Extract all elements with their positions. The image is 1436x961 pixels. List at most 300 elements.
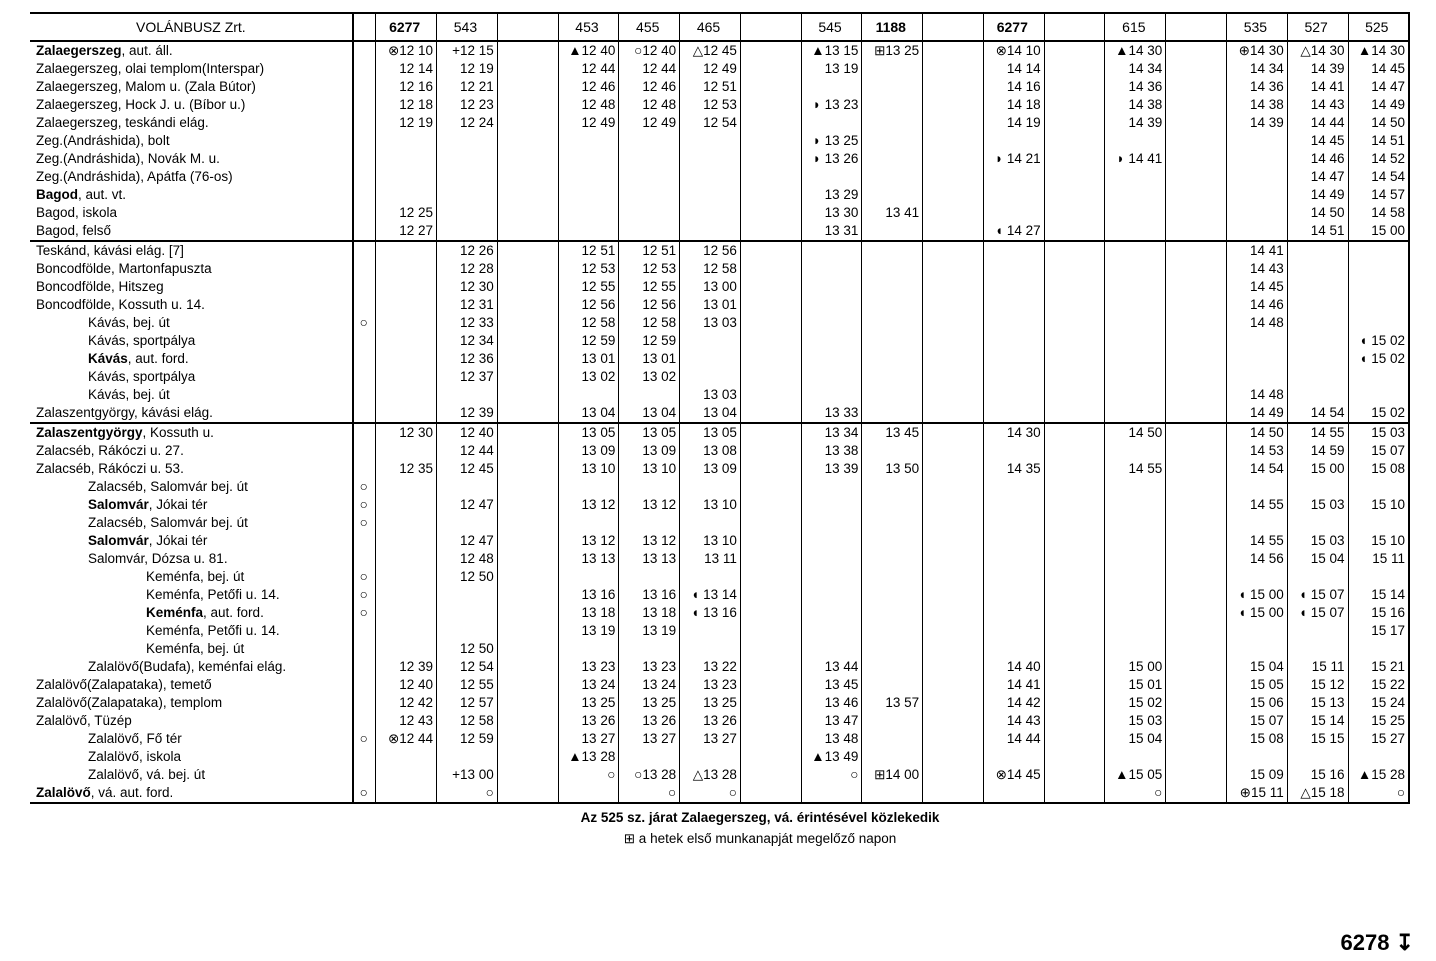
time-value: 13 38 [824,443,859,458]
stop-name-suffix: , vá. aut. ford. [90,785,174,800]
time-cell [1044,532,1105,550]
table-row [30,404,1409,423]
time-cell [923,314,984,332]
time-cell [801,712,862,730]
time-value: 12 26 [460,243,494,258]
time-cell [680,114,741,132]
time-cell [1166,132,1227,150]
time-cell [376,60,437,78]
time-value: 14 16 [1006,79,1041,94]
time-cell [497,640,558,658]
time-cell [740,423,801,442]
time-value: 12 24 [460,115,494,130]
time-cell [1227,278,1288,296]
time-cell [1227,186,1288,204]
time-cell [558,114,619,132]
time-cell [862,676,923,694]
stop-name [30,460,353,478]
time-cell [1227,60,1288,78]
time-cell [983,368,1044,386]
time-cell [619,604,680,622]
stop-name [30,550,353,568]
time-cell [437,640,498,658]
table-row [30,241,1409,260]
stop-name-main: Kávás, sportpálya [88,369,196,384]
stop-name [30,730,353,748]
time-cell [740,78,801,96]
time-value: 12 30 [460,279,494,294]
time-cell [1227,350,1288,368]
time-value: ⊞14 00 [874,767,920,782]
time-cell [983,204,1044,222]
time-value: 12 34 [460,333,494,348]
time-cell [1227,604,1288,622]
time-value: 13 19 [642,623,677,638]
time-value: 12 55 [642,279,677,294]
time-cell [1227,260,1288,278]
time-value: ○ [667,785,677,800]
time-value: ◖ 13 16 [691,605,737,620]
time-cell [558,350,619,368]
time-cell [740,442,801,460]
time-value: 14 59 [1310,443,1345,458]
time-cell [1348,442,1409,460]
time-cell [437,748,498,766]
time-value: ○ [485,785,494,800]
time-cell [619,96,680,114]
stop-name-main: Zalalövő, vá. bej. út [88,767,206,782]
stop-name [30,204,353,222]
time-cell [1105,604,1166,622]
time-value: 13 10 [581,461,616,476]
time-cell [862,568,923,586]
time-cell [497,96,558,114]
time-value: 15 12 [1310,677,1345,692]
table-row [30,568,1409,586]
time-value: 14 36 [1249,79,1284,94]
time-cell [680,78,741,96]
time-cell [740,41,801,60]
stop-marker [353,204,374,222]
train-number: 535 [1227,13,1288,41]
time-cell [1166,784,1227,803]
time-value: 12 53 [581,261,616,276]
time-cell [558,60,619,78]
time-cell [1044,622,1105,640]
time-cell [1348,386,1409,404]
stop-name-suffix: , aut. ford. [203,605,264,620]
time-value: 14 55 [1249,497,1284,512]
time-cell [983,423,1044,442]
time-cell [680,386,741,404]
time-cell [497,404,558,423]
time-cell [983,586,1044,604]
time-cell [923,404,984,423]
time-cell [376,496,437,514]
stop-name [30,60,353,78]
time-cell [1227,132,1288,150]
time-cell [923,694,984,712]
time-cell [1166,204,1227,222]
time-value: 14 42 [1006,695,1041,710]
time-value: 13 13 [642,551,677,566]
time-cell [1287,222,1348,241]
operator-name: VOLÁNBUSZ Zrt. [30,13,353,41]
time-cell [740,368,801,386]
time-cell [558,168,619,186]
time-cell [923,460,984,478]
table-row [30,186,1409,204]
time-value: 13 19 [581,623,616,638]
stop-name [30,712,353,730]
time-cell [497,150,558,168]
time-cell [983,478,1044,496]
time-cell [1348,96,1409,114]
footnote-holiday: ⊞ a hetek első munkanapját megelőző napon [623,831,897,846]
time-value: 15 00 [1310,461,1345,476]
time-cell [1166,622,1227,640]
time-value: 12 33 [460,315,494,330]
time-cell [862,622,923,640]
time-cell [801,423,862,442]
time-cell [437,78,498,96]
stop-marker [353,676,374,694]
time-cell [376,132,437,150]
time-cell [437,278,498,296]
time-cell [862,332,923,350]
time-cell [801,676,862,694]
stop-name-main: Salomvár [88,533,149,548]
time-cell [740,60,801,78]
time-cell [1348,478,1409,496]
time-cell [801,114,862,132]
time-value: 12 39 [460,405,494,420]
time-cell [1105,278,1166,296]
time-value: 14 49 [1249,405,1284,420]
time-value: 13 29 [824,187,859,202]
time-cell [1105,658,1166,676]
stop-marker [353,442,374,460]
time-value: ◗ 14 41 [1116,151,1163,166]
time-value: 12 40 [460,425,494,440]
time-cell [862,784,923,803]
table-row [30,730,1409,748]
time-cell [619,332,680,350]
time-cell [740,622,801,640]
time-value: 14 54 [1249,461,1284,476]
time-cell [1348,60,1409,78]
time-cell [376,640,437,658]
time-value: 12 58 [581,315,616,330]
time-cell [1166,730,1227,748]
time-value: 13 26 [703,713,737,728]
time-value: 14 48 [1249,387,1284,402]
time-value: 13 12 [581,497,616,512]
time-cell [1166,386,1227,404]
time-cell [437,132,498,150]
time-value: ⊗12 10 [387,43,434,58]
stop-name-main: Kávás [88,351,128,366]
stop-marker [353,640,374,658]
time-cell [1348,604,1409,622]
time-cell [983,604,1044,622]
time-value: △12 45 [692,43,737,58]
stop-name-main: Zalalövő(Budafa), keménfai elág. [88,659,287,674]
time-cell [497,386,558,404]
time-cell [437,332,498,350]
stop-marker: ○ [359,587,368,602]
time-cell [740,640,801,658]
time-cell [1044,204,1105,222]
time-value: 15 09 [1249,767,1284,782]
time-cell [1287,640,1348,658]
time-cell [437,694,498,712]
time-value: 15 04 [1249,659,1284,674]
stop-name [30,568,353,586]
time-value: 12 16 [399,79,434,94]
time-value: 13 23 [581,659,616,674]
time-cell [1166,712,1227,730]
time-value: 13 26 [581,713,616,728]
train-number: 453 [558,13,619,41]
stop-name [30,96,353,114]
time-cell [1044,442,1105,460]
time-cell [376,784,437,803]
time-cell [376,150,437,168]
stop-name-main: Zalaegerszeg, Malom u. (Zala Bútor) [36,79,256,94]
time-cell [983,60,1044,78]
time-cell [680,658,741,676]
time-cell [1166,676,1227,694]
time-cell [558,332,619,350]
time-cell [1044,496,1105,514]
time-value: 14 52 [1371,151,1405,166]
time-cell [497,784,558,803]
time-cell [983,550,1044,568]
time-cell [1044,168,1105,186]
time-cell [740,96,801,114]
time-cell [801,622,862,640]
time-cell [1166,350,1227,368]
time-value: 12 58 [642,315,677,330]
time-cell [437,784,498,803]
time-cell [1105,368,1166,386]
time-value: 14 49 [1310,187,1345,202]
time-cell [1348,784,1409,803]
time-value: ◗ 13 26 [812,151,859,166]
time-value: 13 10 [642,461,677,476]
time-cell [558,604,619,622]
table-row [30,712,1409,730]
time-cell [1105,404,1166,423]
time-cell [1044,314,1105,332]
stop-name-suffix: , Jókai tér [148,533,208,548]
time-cell [680,460,741,478]
time-cell [1348,222,1409,241]
time-cell [1287,604,1348,622]
time-cell [497,730,558,748]
time-cell [619,442,680,460]
time-cell [680,496,741,514]
time-cell [619,78,680,96]
stop-name [30,222,353,241]
time-cell [558,78,619,96]
time-cell [1287,168,1348,186]
time-cell [1227,96,1288,114]
time-cell [497,550,558,568]
time-cell [923,132,984,150]
time-cell [558,460,619,478]
time-cell [1287,78,1348,96]
time-value: 13 02 [642,369,677,384]
time-cell [376,332,437,350]
time-cell [558,386,619,404]
time-value: 12 50 [460,641,494,656]
stop-marker: ○ [359,497,368,512]
time-cell [1348,748,1409,766]
time-cell [1044,658,1105,676]
time-value: 13 18 [581,605,616,620]
stop-marker: ○ [353,784,374,803]
time-cell [1044,766,1105,784]
time-cell [1348,658,1409,676]
time-cell [1166,478,1227,496]
time-cell [1044,460,1105,478]
time-cell [558,676,619,694]
time-cell [619,114,680,132]
time-cell [801,460,862,478]
time-cell [1287,568,1348,586]
time-value: 14 47 [1310,169,1345,184]
time-value: 13 12 [581,533,616,548]
time-cell [1348,296,1409,314]
stop-name-main: Zeg.(Andráshida), Apátfa (76-os) [36,169,233,184]
time-value: 14 55 [1310,425,1345,440]
time-cell [740,712,801,730]
time-cell [923,442,984,460]
time-value: 12 57 [460,695,494,710]
stop-name-main: Salomvár [88,497,149,512]
time-cell [740,460,801,478]
time-value: 12 58 [460,713,494,728]
time-value: 15 04 [1128,731,1163,746]
stop-name-suffix: , aut. áll. [121,43,173,58]
stop-marker [353,712,374,730]
stop-name-main: Zalalövő(Zalapataka), templom [36,695,223,710]
time-cell [376,586,437,604]
time-value: ◗ 13 23 [812,97,859,112]
stop-name [30,694,353,712]
stop-name-main: Salomvár, Dózsa u. 81. [88,551,228,566]
time-cell [1166,404,1227,423]
time-value: 12 46 [642,79,677,94]
time-cell [437,766,498,784]
time-cell [1044,784,1105,803]
time-value: 14 39 [1128,115,1163,130]
time-cell [376,423,437,442]
time-cell [619,694,680,712]
time-cell [1348,168,1409,186]
time-value: 13 44 [824,659,859,674]
time-cell [1227,496,1288,514]
time-value: 12 56 [642,297,677,312]
stop-name [30,496,353,514]
table-row [30,204,1409,222]
time-value: 13 09 [642,443,677,458]
time-value: ▲12 40 [568,43,616,58]
time-cell [497,478,558,496]
time-value: 12 51 [581,243,616,258]
time-cell [1227,78,1288,96]
table-row [30,514,1409,532]
time-cell [1166,260,1227,278]
time-cell [497,332,558,350]
time-cell [680,730,741,748]
time-cell [1348,550,1409,568]
time-value: 13 26 [642,713,677,728]
stop-marker [353,766,374,784]
time-cell [1348,568,1409,586]
time-cell [740,241,801,260]
stop-name-main: Boncodfölde, Kossuth u. 14. [36,297,205,312]
table-row [30,222,1409,241]
table-row [30,694,1409,712]
time-value: 15 04 [1310,551,1345,566]
time-value: 13 03 [703,387,737,402]
time-value: ▲13 15 [811,43,859,58]
time-cell [558,368,619,386]
time-cell [376,676,437,694]
time-value: 12 49 [581,115,616,130]
time-value: 12 40 [399,677,434,692]
time-value: 14 55 [1128,461,1163,476]
time-value: 12 19 [460,61,494,76]
time-value: 15 03 [1371,425,1405,440]
time-cell [1166,186,1227,204]
time-cell [497,712,558,730]
time-cell [801,404,862,423]
time-cell [376,568,437,586]
time-cell [801,41,862,60]
table-row [30,784,1409,803]
time-cell [923,150,984,168]
time-cell [862,640,923,658]
time-cell [801,694,862,712]
time-cell [1166,514,1227,532]
time-cell [680,96,741,114]
time-cell [497,278,558,296]
time-cell [923,766,984,784]
time-cell [801,96,862,114]
time-cell [1105,114,1166,132]
time-cell [558,241,619,260]
time-cell [862,423,923,442]
time-cell [740,568,801,586]
time-cell [680,514,741,532]
time-cell [1105,532,1166,550]
time-cell [680,478,741,496]
stop-name-main: Zeg.(Andráshida), bolt [36,133,170,148]
time-cell [983,150,1044,168]
train-number [497,13,558,41]
time-cell [376,222,437,241]
time-cell [437,568,498,586]
stop-marker [353,278,374,296]
time-value: 12 19 [399,115,434,130]
train-number: 6277 [983,13,1044,41]
time-value: 13 45 [824,677,859,692]
time-cell [558,496,619,514]
